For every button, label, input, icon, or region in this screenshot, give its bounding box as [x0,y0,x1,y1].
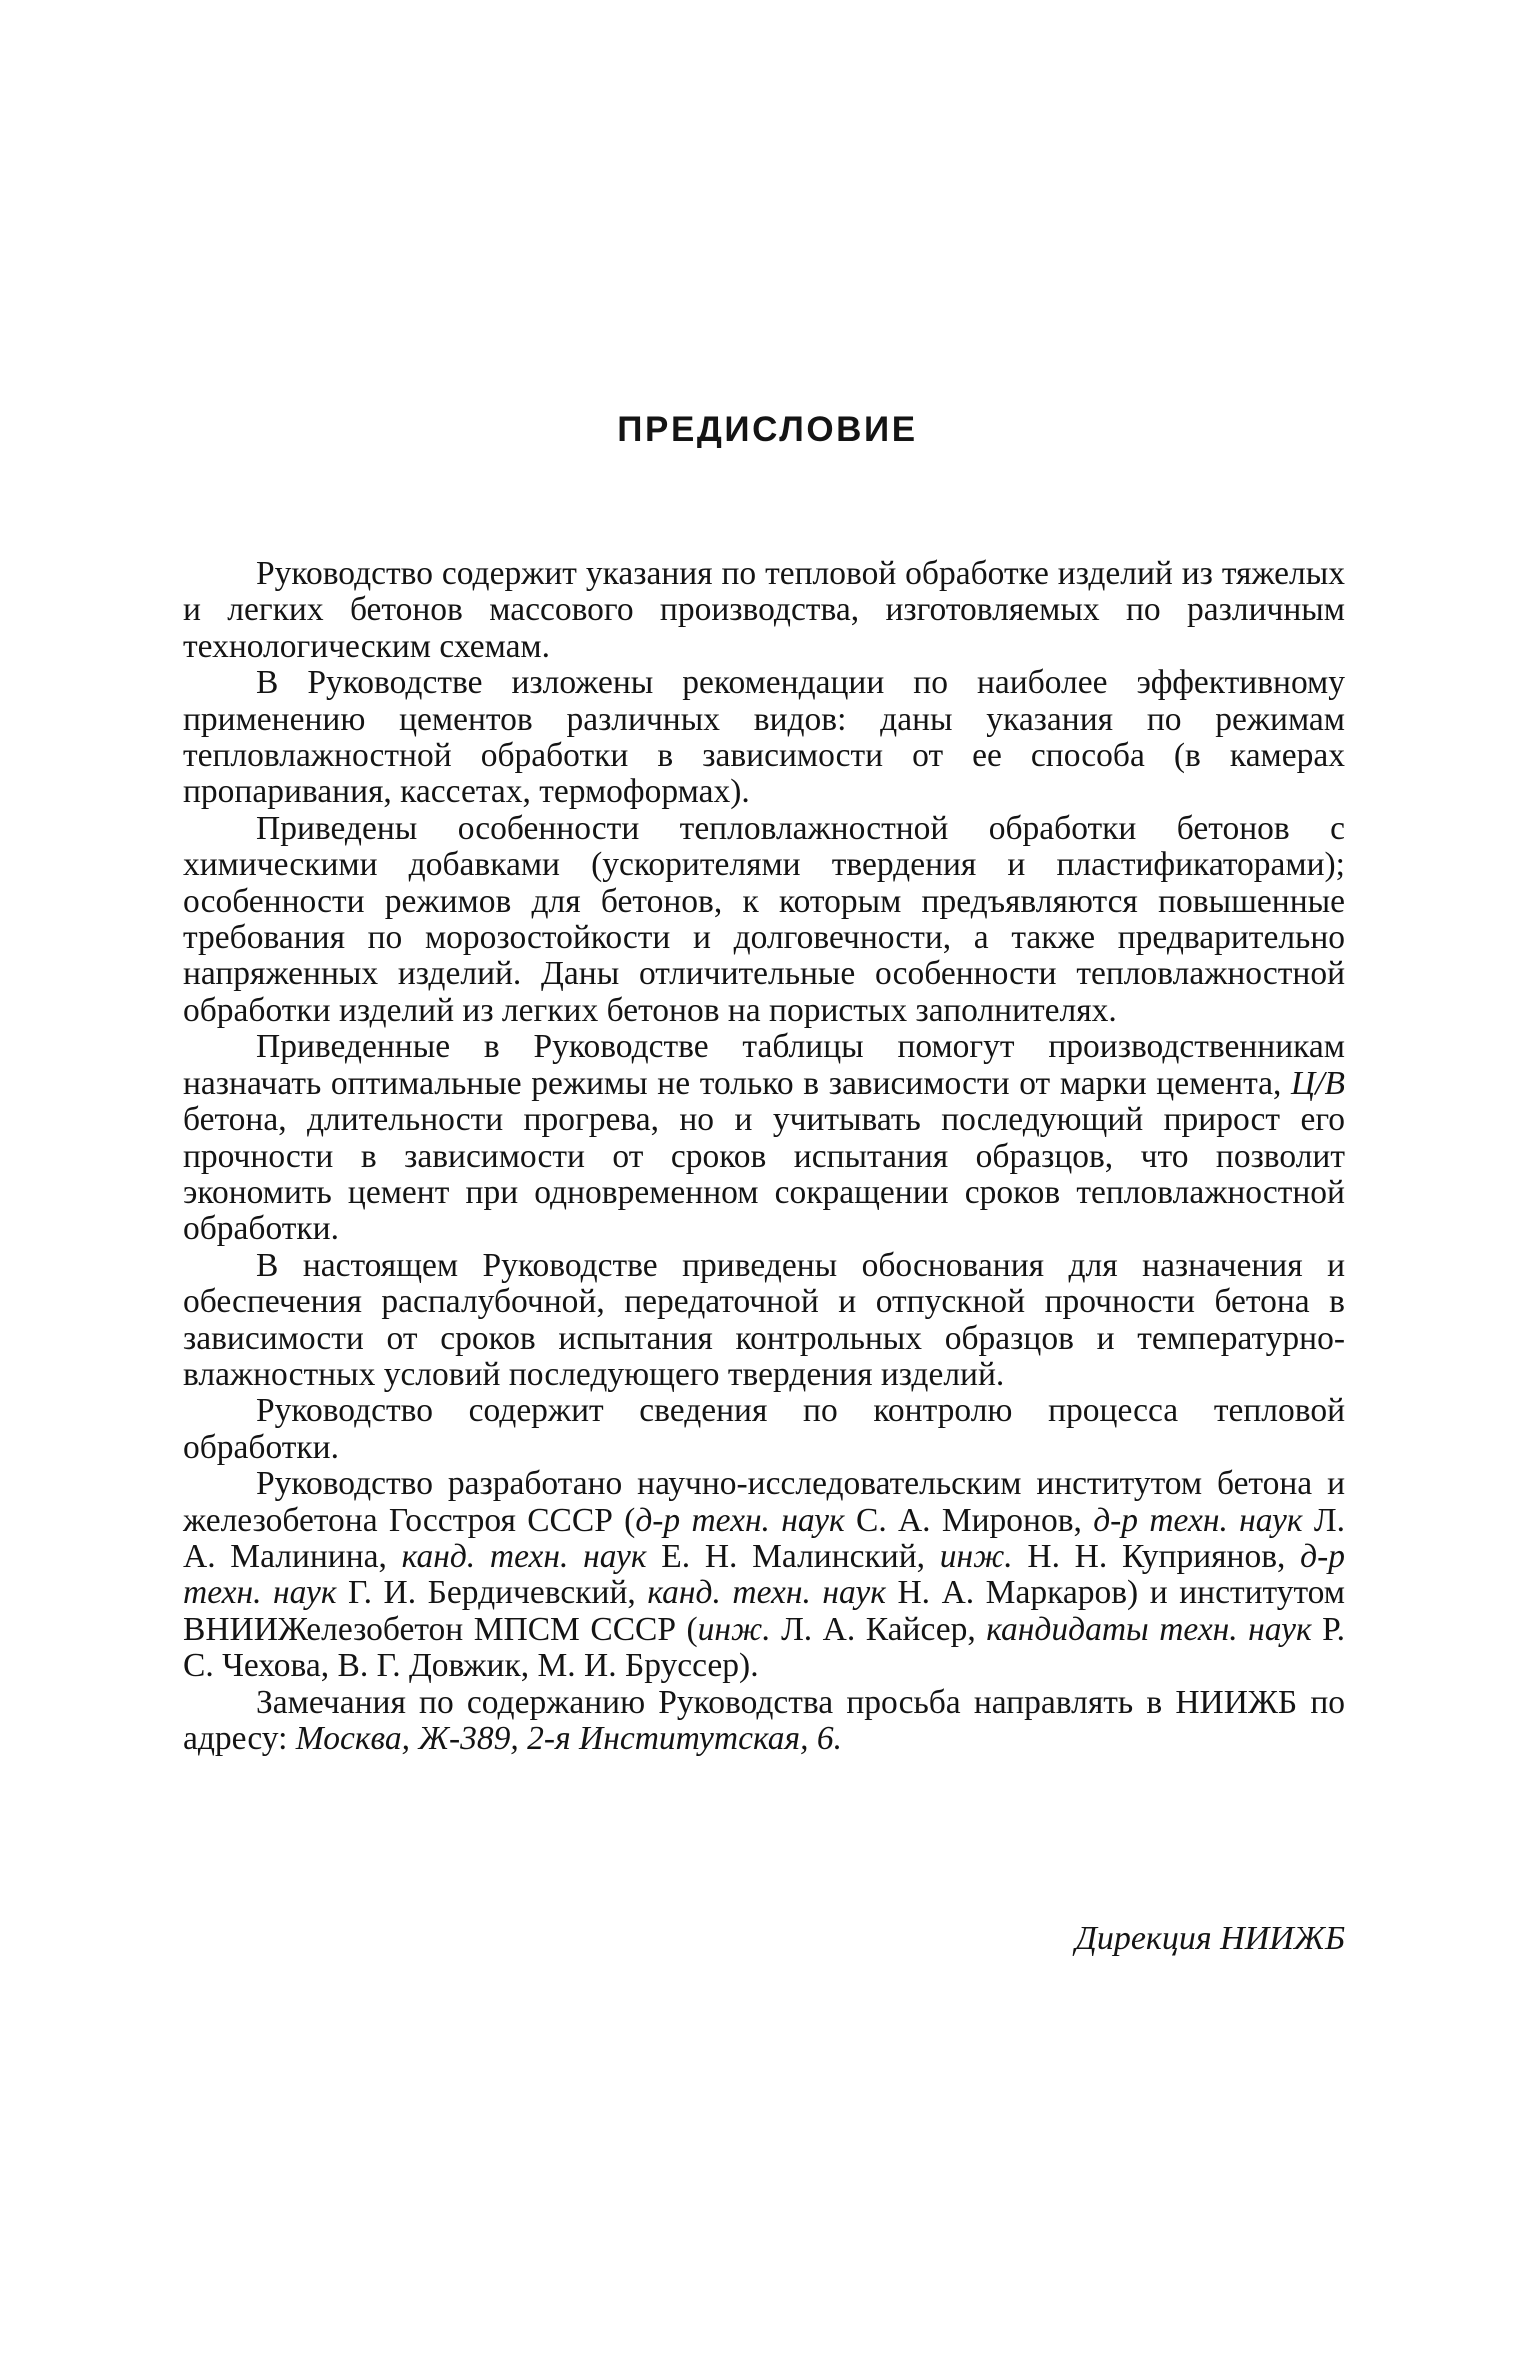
paragraph-scope: Руководство содержит указания по тепловой обработке изделий из тяжелых и легких бетонов массового производства, изготовляемых по различным технологическим схемам. [183,555,1345,665]
authors-degree-8: кандидаты техн. наук [986,1610,1312,1648]
authors-text-5: Н. Н. Куприянов, [1012,1537,1301,1575]
paragraph-control: Руководство содержит сведения по контролю процесса тепловой обработки. [183,1392,1345,1466]
authors-degree-7: инж. [697,1610,771,1648]
body-text [183,556,1345,1757]
authors-text-2: С. А. Миронов, [844,1501,1094,1539]
paragraph-additives: Приведены особенности тепловлажностной обработки бетонов с химическими добавками (ускорителями твердения и пластификаторами); особенности режимов для бетонов, к которым предъявляются повышенные требования по морозостойкости и долговечности, а также предварительно напряженных изделий. Даны отличительные особенности тепловлажностной обработки изделий из легких бетонов на пористых заполнителях. [183,809,1345,1029]
authors-degree-2: д-р техн. наук [1093,1501,1303,1539]
authors-text-9: Р. С. Чехова, В. Г. Довжик, М. И. Бруссер). [183,1610,1345,1685]
authors-degree-4: инж. [939,1537,1013,1575]
paragraph-tables-text-1: Приведенные в Руководстве таблицы помогут производственникам назначать оптимальные режимы не только в зависимости от марки цемента, [183,1028,1345,1102]
authors-degree-5: д-р техн. наук [183,1537,1345,1612]
paragraph-feedback [183,1685,1345,1758]
authors-text-6: Г. И. Бердичевский, [336,1574,648,1612]
authors-text-1: Руководство разработано научно-исследовательским институтом бетона и железобетона Госстроя СССР ( [183,1465,1345,1539]
signature: Дирекция НИИЖБ [1075,1920,1345,1957]
paragraph-strength: В настоящем Руководстве приведены обоснования для назначения и обеспечения распалубочной, передаточной и отпускной прочности бетона в зависимости от сроков испытания контрольных образцов и температурно-влажностных условий последующего твердения изделий. [183,1246,1345,1393]
authors-text-7: Н. А. Маркаров) и институтом ВНИИЖелезобетон МПСМ СССР ( [183,1574,1345,1648]
authors-text-4: Е. Н. Малинский, [646,1537,940,1575]
cement-water-ratio: Ц/В [1291,1064,1345,1102]
feedback-text: Замечания по содержанию Руководства просьба направлять в НИИЖБ по адресу: [183,1683,1345,1757]
paragraph-authors [183,1466,1345,1684]
authors-text-8: Л. А. Кайсер, [770,1610,987,1648]
paragraph-recommendations: В Руководстве изложены рекомендации по наиболее эффективному применению цементов различных видов: даны указания по режимам тепловлажностной обработки в зависимости от ее способа (в камерах пропаривания, кассетах, термоформах). [183,664,1345,811]
feedback-address: Москва, Ж-389, 2-я Институтская, 6. [295,1720,842,1757]
authors-degree-6: канд. техн. наук [647,1574,886,1612]
paragraph-tables-text-2: бетона, длительности прогрева, но и учитывать последующий прирост его прочности в зависимости от сроков испытания образцов, что позволит экономить цемент при одновременном сокращении сроков тепловлажностной обработки. [183,1101,1345,1248]
page-title: ПРЕДИСЛОВИЕ [617,410,918,449]
paragraph-tables [183,1029,1345,1247]
authors-text-3: Л. А. Малинина, [183,1501,1345,1575]
authors-degree-1: д-р техн. наук [635,1501,845,1539]
authors-degree-3: канд. техн. наук [401,1537,647,1575]
